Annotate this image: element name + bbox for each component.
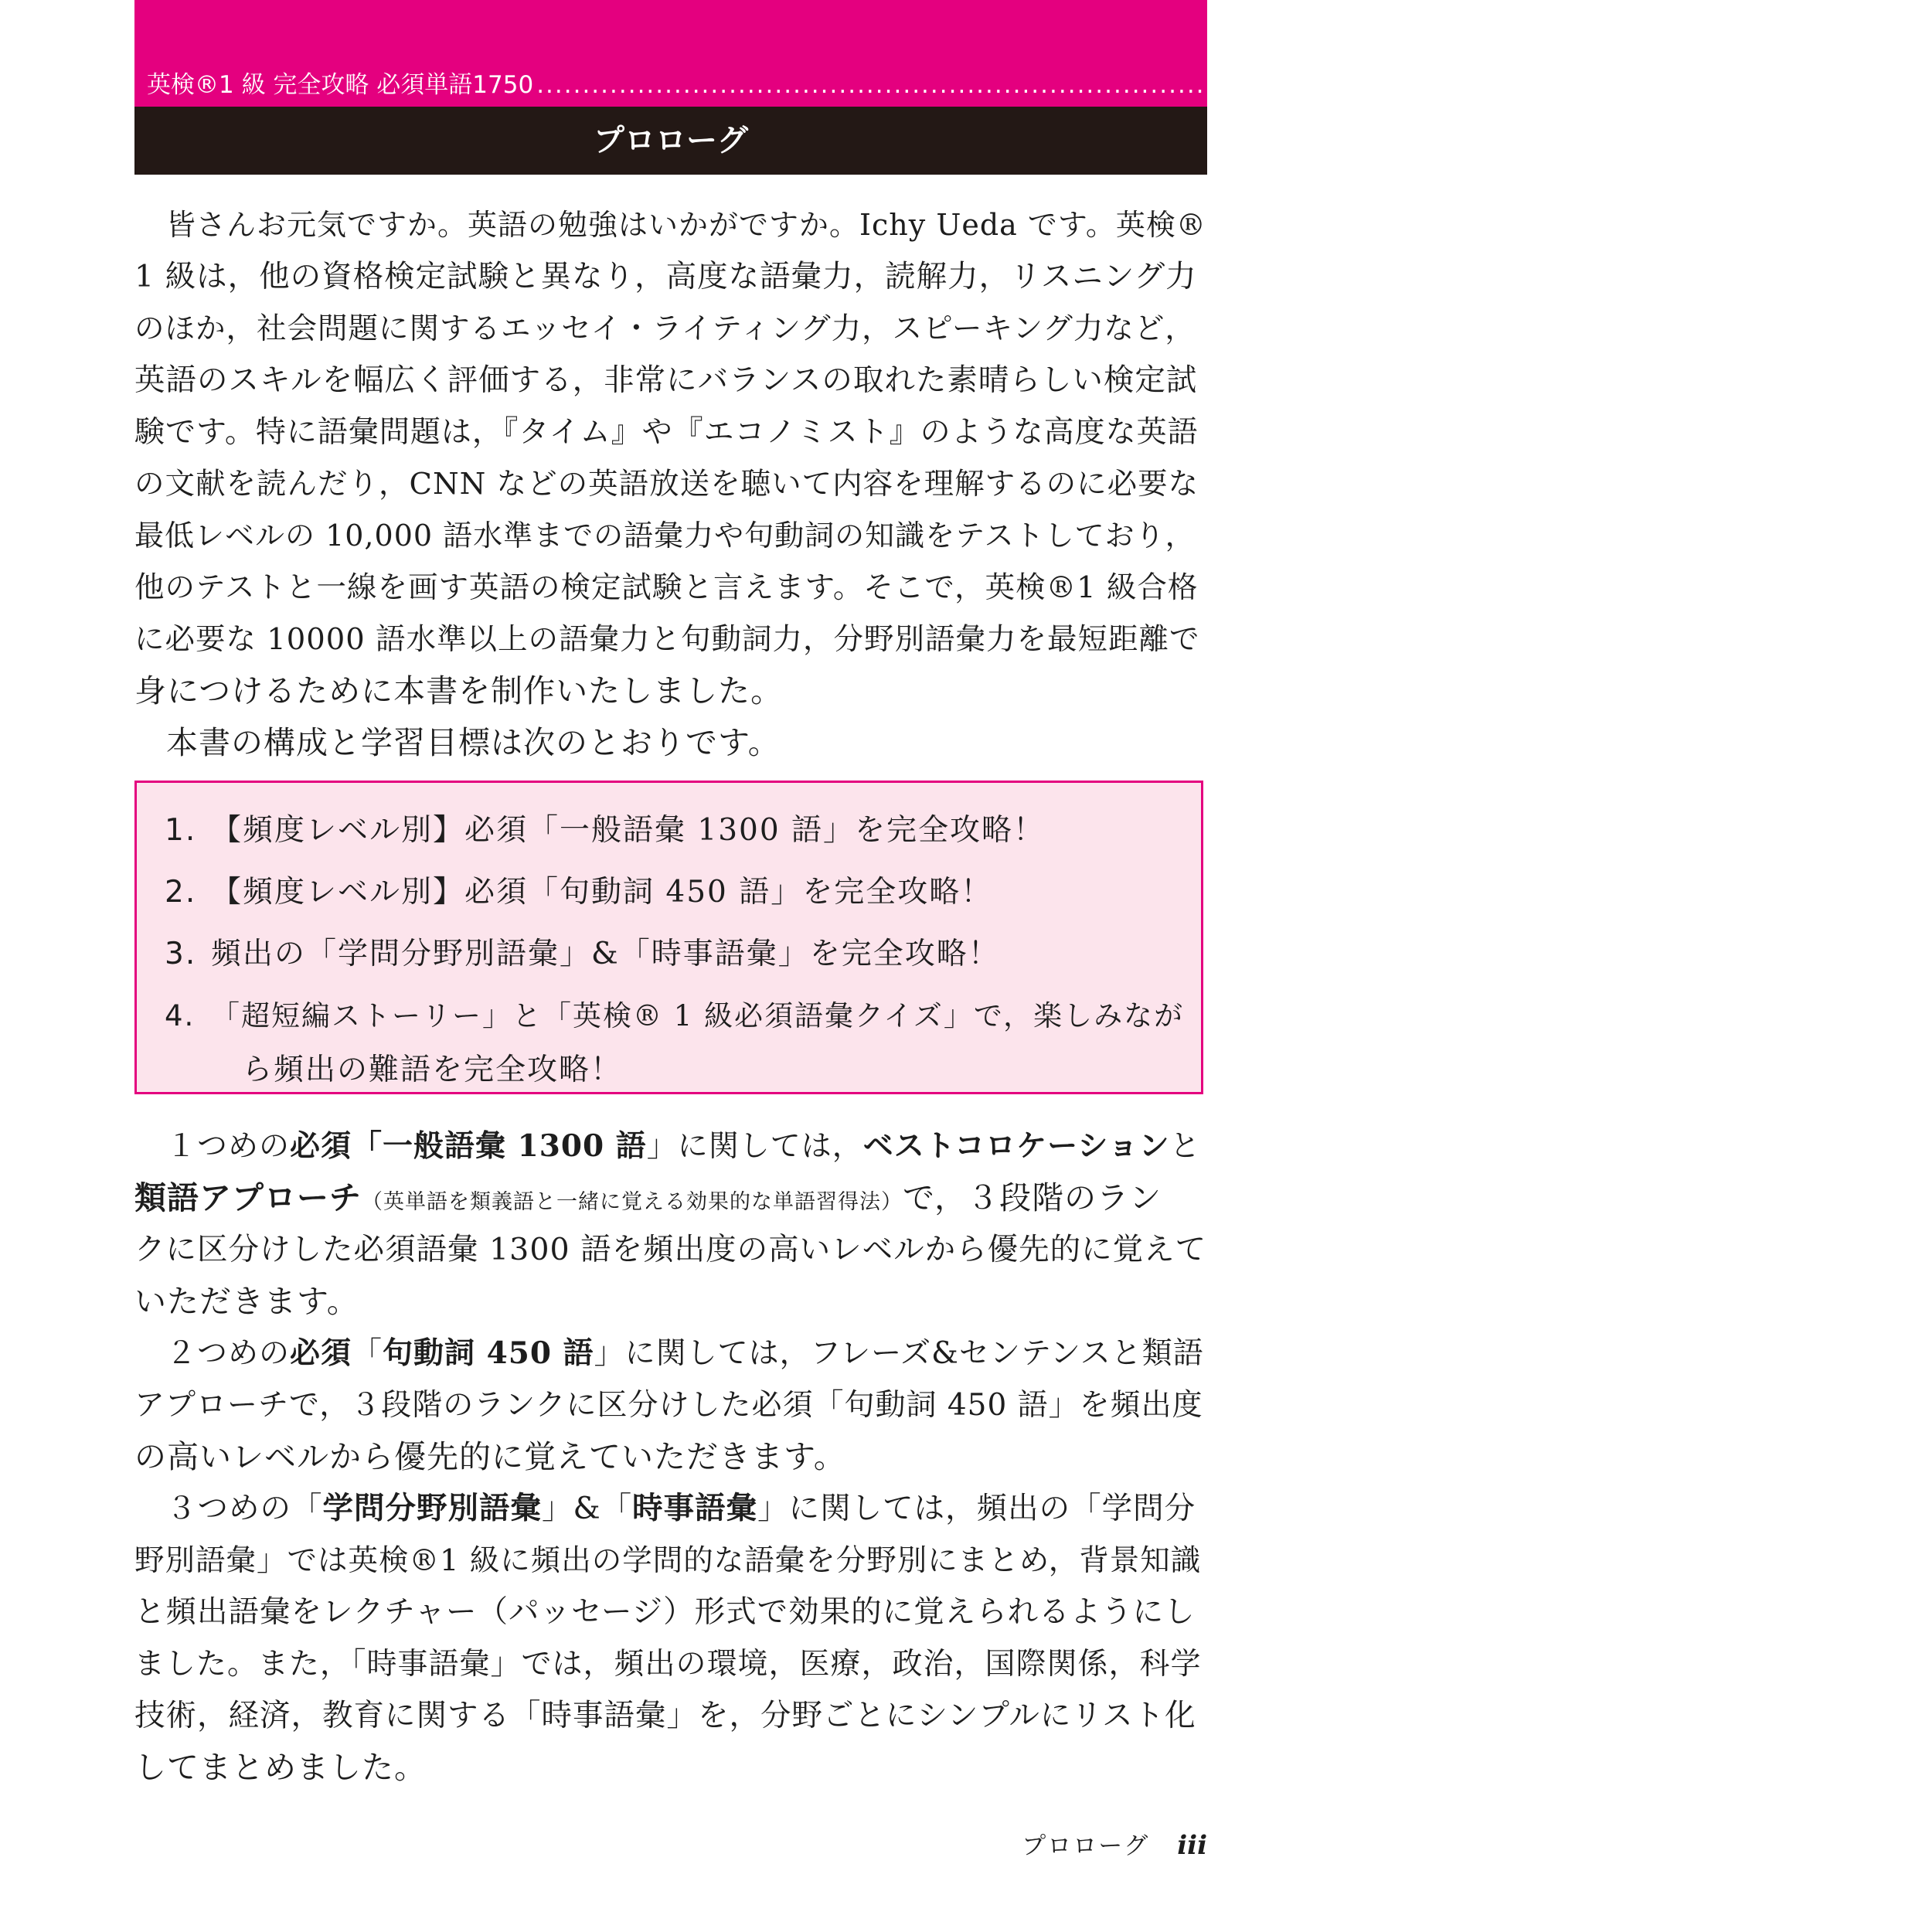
intro-paragraph: [134, 199, 1207, 769]
goal-text: 【頻度レベル別】必須「句動詞 450 語」を完全攻略！: [211, 875, 993, 910]
text-line: 身につけるために本書を制作いたしました。: [134, 672, 784, 709]
book-title: 英検®1 級 完全攻略 必須単語1750 ........................................................................................................................................................: [147, 71, 1929, 99]
goal-item: [165, 862, 1186, 923]
text-line: 他のテストと一線を画す英語の検定試験と言えます。そこで，英検®1 級合格: [134, 570, 1199, 605]
text-line: 技術，経済，教育に関する「時事語彙」を，分野ごとにシンプルにリスト化: [134, 1698, 1196, 1733]
goals-box: [134, 781, 1203, 1094]
goal-item: [165, 985, 1186, 1047]
text-line: のほか，社会問題に関するエッセイ・ライティング力，スピーキング力など，: [134, 311, 1196, 346]
goal-number: 4.: [165, 999, 196, 1032]
text-line: クに区分けした必須語彙 1300 語を頻出度の高いレベルから優先的に覚えて: [134, 1232, 1207, 1267]
goal-number: 1.: [165, 813, 197, 848]
text-line: の高いレベルから優先的に覚えていただきます。: [134, 1438, 846, 1475]
goal-text: 「超短編ストーリー」と「英検® 1 級必須語彙クイズ」で，楽しみなが: [211, 999, 1185, 1032]
text-line: ３つめの「学問分野別語彙」&「時事語彙」に関しては，頻出の「学問分: [166, 1491, 1196, 1526]
goal-text: 【頻度レベル別】必須「一般語彙 1300 語」を完全攻略！: [211, 813, 1046, 848]
text-line: 野別語彙」では英検®1 級に頻出の学問的な語彙を分野別にまとめ，背景知識: [134, 1543, 1202, 1578]
text-line: してまとめました。: [134, 1749, 427, 1786]
text-line: 最低レベルの 10,000 語水準までの語彙力や句動詞の知識をテストしており，: [134, 519, 1196, 553]
section-title-bar: [134, 107, 1207, 175]
goal-text: 頻出の「学問分野別語彙」&「時事語彙」を完全攻略！: [211, 937, 1000, 971]
body-paragraphs: [134, 1121, 1207, 1794]
text-line: ２つめの必須「句動詞 450 語」に関しては，フレーズ&センテンスと類語: [166, 1335, 1204, 1371]
goal-item: [165, 800, 1186, 862]
page-footer: [1022, 1826, 1207, 1861]
goal-text-continued: ら頻出の難語を完全攻略！: [242, 1053, 623, 1087]
text-line: に必要な 10000 語水準以上の語彙力と句動詞力，分野別語彙力を最短距離で: [134, 622, 1200, 657]
text-line: と頻出語彙をレクチャー（パッセージ）形式で効果的に覚えられるようにし: [134, 1594, 1196, 1630]
goal-number: 2.: [165, 875, 197, 910]
goal-item: [165, 923, 1186, 985]
text-line: １つめの必須「一般語彙 1300 語」に関しては，ベストコロケーションと: [166, 1128, 1201, 1164]
text-line: 験です。特に語彙問題は，『タイム』や『エコノミスト』のような高度な英語: [134, 415, 1199, 450]
section-title: プロローグ: [594, 123, 748, 158]
text-line: の文献を読んだり，CNN などの英語放送を聴いて内容を理解するのに必要な: [134, 467, 1199, 502]
text-line: 皆さんお元気ですか。英語の勉強はいかがですか。Ichy Ueda です。英検®: [166, 208, 1206, 242]
goal-number: 3.: [165, 937, 197, 971]
header-band: [134, 0, 1929, 107]
text-line: いただきます。: [134, 1283, 359, 1320]
text-line: 本書の構成と学習目標は次のとおりです。: [166, 724, 781, 761]
page-number: iii: [1177, 1830, 1207, 1861]
text-line: 類語アプローチ（英単語を類義語と一緒に覚える効果的な単語習得法）で，３段階のラン: [134, 1179, 1162, 1216]
text-line: 1 級は，他の資格検定試験と異なり，高度な語彙力，読解力，リスニング力: [134, 259, 1197, 294]
text-line: アプローチで，３段階のランクに区分けした必須「句動詞 450 語」を頻出度: [134, 1388, 1203, 1423]
footer-section-label: プロローグ: [1022, 1832, 1150, 1860]
text-line: ました。また，「時事語彙」では，頻出の環境，医療，政治，国際関係，科学: [134, 1647, 1202, 1682]
text-line: 英語のスキルを幅広く評価する，非常にバランスの取れた素晴らしい検定試: [134, 362, 1198, 398]
